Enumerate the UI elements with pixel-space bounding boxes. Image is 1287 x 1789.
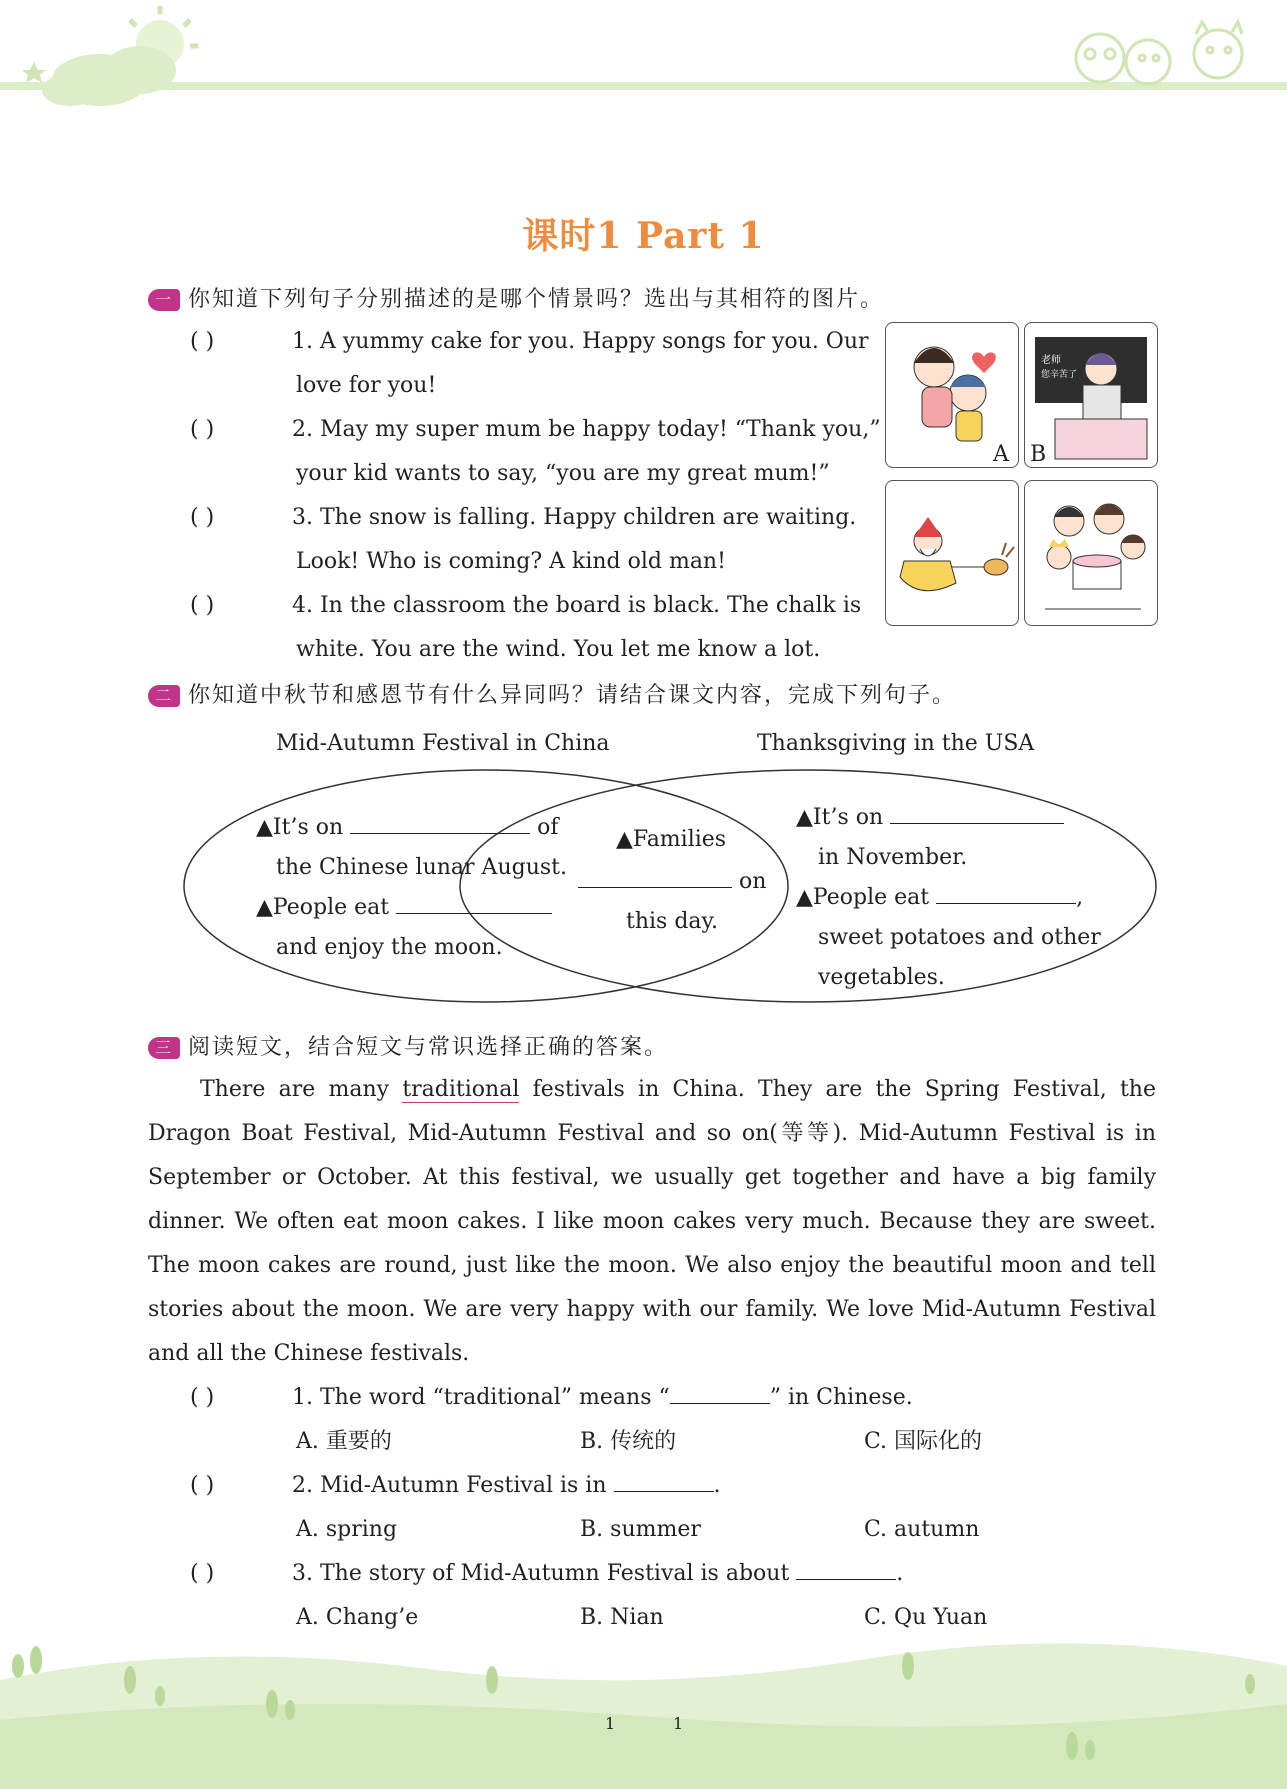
answer-paren[interactable]: ( ) bbox=[190, 1473, 215, 1498]
answer-blank[interactable] bbox=[578, 869, 732, 888]
picture-c bbox=[885, 480, 1019, 626]
question-item: ( ) 1. The word “traditional” means “ ” in Chinese. bbox=[190, 1376, 1148, 1420]
list-item-cont: Look! Who is coming? A kind old man! bbox=[296, 549, 726, 574]
star-icon bbox=[22, 62, 46, 83]
section-2-badge: 二 bbox=[148, 685, 180, 707]
answer-blank[interactable] bbox=[936, 885, 1076, 904]
answer-blank[interactable] bbox=[796, 1561, 896, 1580]
section-1-heading: 一 你知道下列句子分别描述的是哪个情景吗？选出与其相符的图片。 bbox=[148, 282, 884, 313]
picture-d bbox=[1024, 480, 1158, 626]
page-title: 课时1 Part 1 bbox=[522, 215, 765, 257]
section-3-heading: 三 阅读短文，结合短文与常识选择正确的答案。 bbox=[148, 1030, 668, 1061]
list-item: ( ) 3. The snow is falling. Happy children are waiting. bbox=[190, 496, 881, 540]
reading-passage: There are many traditional festivals in China. They are the Spring Festival, the Dragon Boat Festival, Mid-Autumn Festival and so on(等等). Mid-Autumn Festival is in September or October. At this festival, we usually get together and have a big family dinner. We often eat moon cakes. I like moon cakes very much. Because they are sweet. The moon cakes are round, just like the moon. We also enjoy the beautiful moon and tell stories about the moon. We are very happy with our family. We love Mid-Autumn Festival and all the Chinese festivals. bbox=[148, 1077, 1156, 1366]
venn-right-line4: sweet potatoes and other bbox=[818, 925, 1101, 950]
answer-paren[interactable]: ( ) bbox=[190, 329, 215, 354]
venn-right-line2: in November. bbox=[818, 845, 968, 870]
answer-blank[interactable] bbox=[396, 895, 552, 914]
answer-paren[interactable]: ( ) bbox=[190, 1561, 215, 1586]
answer-blank[interactable] bbox=[350, 815, 530, 834]
question-item: ( ) 2. Mid-Autumn Festival is in . bbox=[190, 1464, 1148, 1508]
cloud-icon bbox=[42, 46, 176, 106]
answer-paren[interactable]: ( ) bbox=[190, 593, 215, 618]
venn-left-line2: the Chinese lunar August. bbox=[276, 855, 567, 880]
family-cake-illustration bbox=[1025, 481, 1157, 625]
venn-right-line5: vegetables. bbox=[818, 965, 945, 990]
question-options: A. 重要的 B. 传统的 C. 国际化的 bbox=[296, 1429, 983, 1454]
venn-left-line1: ▲It’s on of bbox=[256, 815, 559, 840]
answer-blank[interactable] bbox=[614, 1473, 714, 1492]
section-2-heading: 二 你知道中秋节和感恩节有什么异同吗？请结合课文内容，完成下列句子。 bbox=[148, 678, 956, 709]
highlighted-word: traditional bbox=[402, 1077, 520, 1102]
svg-text:您辛苦了: 您辛苦了 bbox=[1041, 370, 1078, 380]
animal-faces-icon bbox=[1076, 22, 1242, 84]
venn-right-line1: ▲It’s on bbox=[796, 798, 1064, 838]
picture-b-label: B bbox=[1030, 442, 1047, 467]
venn-right-line3: ▲People eat , bbox=[796, 885, 1084, 910]
question-options: A. Chang’e B. Nian C. Qu Yuan bbox=[296, 1605, 988, 1630]
list-item: ( ) 2. May my super mum be happy today! “Thank you,” bbox=[190, 408, 881, 452]
answer-paren[interactable]: ( ) bbox=[190, 505, 215, 530]
section-1-items bbox=[190, 320, 881, 672]
page-number-right: 1 bbox=[673, 1714, 684, 1733]
answer-paren[interactable]: ( ) bbox=[190, 417, 215, 442]
venn-middle-line3: this day. bbox=[626, 909, 719, 934]
venn-left-title: Mid-Autumn Festival in China bbox=[276, 731, 610, 756]
venn-left-line3: ▲People eat bbox=[256, 888, 552, 928]
header-decoration bbox=[0, 0, 1287, 110]
venn-left-line4: and enjoy the moon. bbox=[276, 935, 503, 960]
list-item-cont: love for you! bbox=[296, 373, 437, 398]
venn-middle-line2: on bbox=[578, 862, 766, 902]
list-item-cont: white. You are the wind. You let me know a lot. bbox=[296, 637, 821, 662]
section-3-questions bbox=[190, 1376, 1148, 1640]
list-item: ( ) 4. In the classroom the board is black. The chalk is bbox=[190, 584, 881, 628]
venn-middle-line1: ▲Families bbox=[616, 827, 727, 852]
svg-text:老师: 老师 bbox=[1041, 355, 1061, 366]
answer-blank[interactable] bbox=[890, 805, 1064, 824]
list-item: ( ) 1. A yummy cake for you. Happy songs for you. Our bbox=[190, 320, 881, 364]
list-item-cont: your kid wants to say, “you are my great mum!” bbox=[296, 461, 830, 486]
footer-decoration bbox=[0, 1620, 1287, 1789]
answer-paren[interactable]: ( ) bbox=[190, 1385, 215, 1410]
question-item: ( ) 3. The story of Mid-Autumn Festival is about . bbox=[190, 1552, 1148, 1596]
page-number-left: 1 bbox=[605, 1714, 616, 1733]
question-options: A. spring B. summer C. autumn bbox=[296, 1517, 980, 1542]
section-1-badge: 一 bbox=[148, 289, 180, 311]
answer-blank[interactable] bbox=[670, 1385, 770, 1404]
venn-right-title: Thanksgiving in the USA bbox=[757, 731, 1035, 756]
section-3-badge: 三 bbox=[148, 1037, 180, 1059]
santa-sleigh-illustration bbox=[886, 481, 1018, 625]
picture-a-label: A bbox=[993, 442, 1009, 467]
